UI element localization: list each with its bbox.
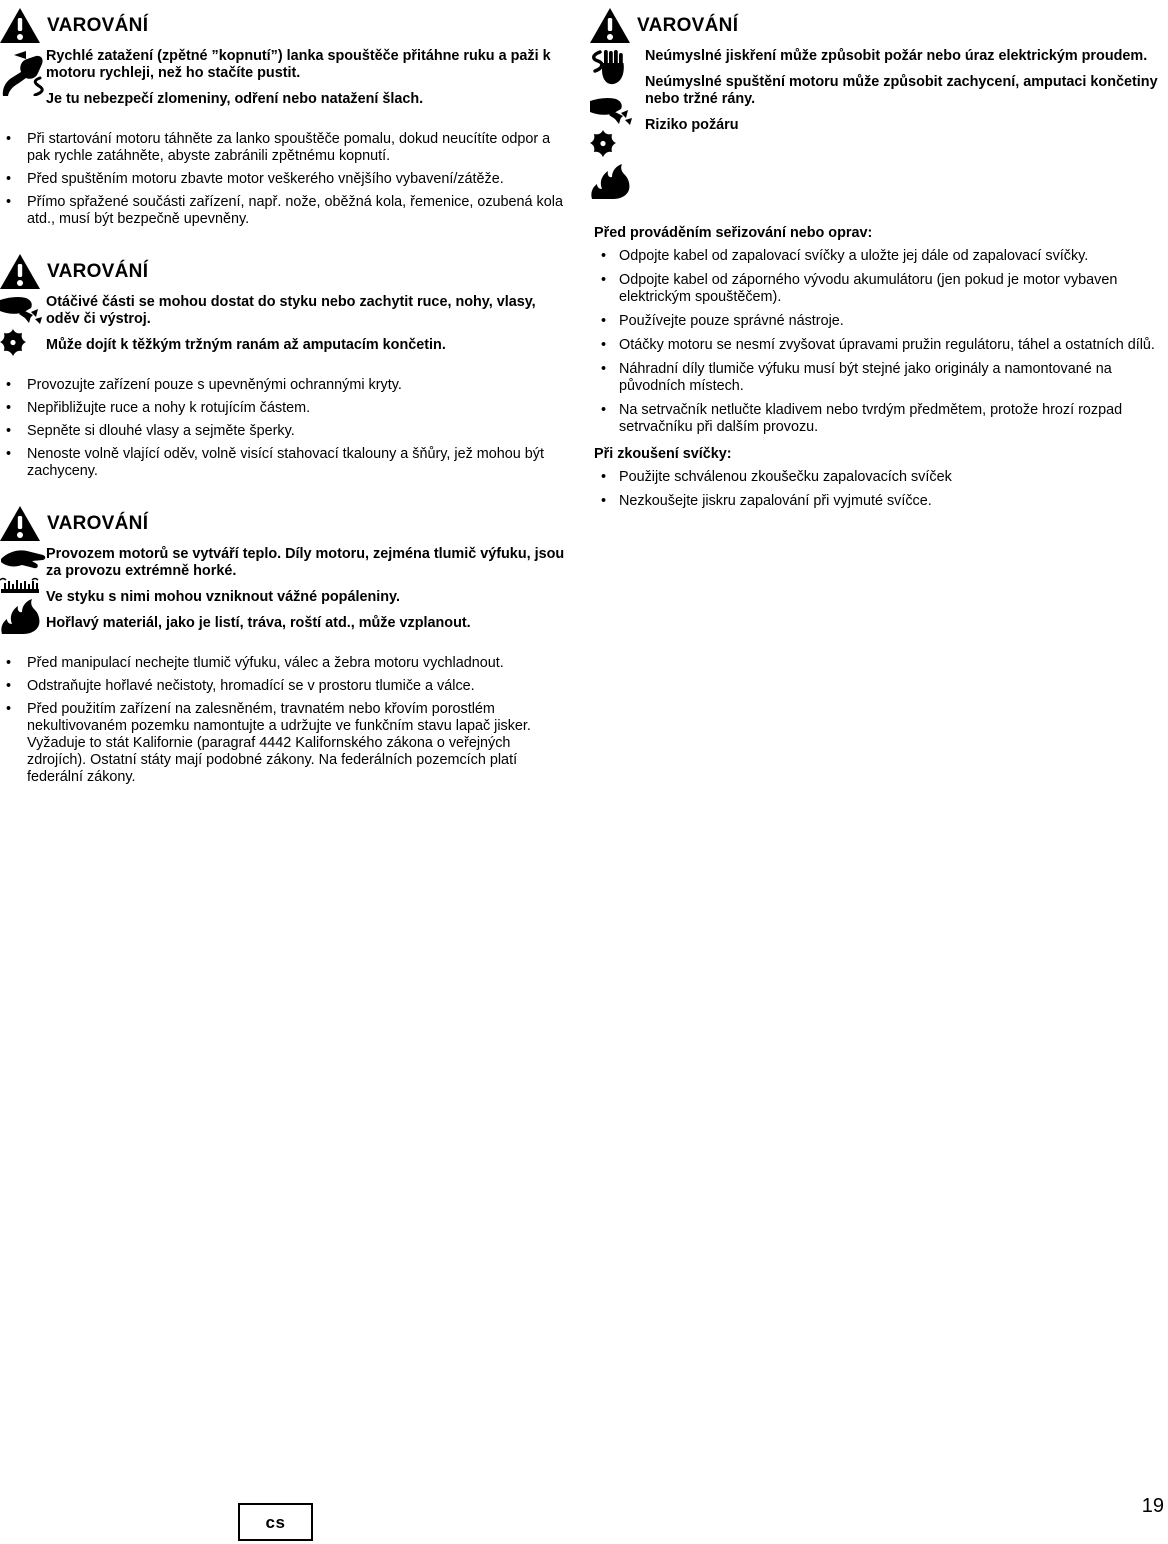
bullet-item — [0, 377, 566, 394]
bullet-text: Použijte schválenou zkoušečku zapalovacích svíček — [619, 469, 952, 485]
bullet-text: Přímo spřažené součásti zařízení, např. nože, oběžná kola, řemenice, ozubená kola atd., musí být bezpečně upevněny. — [27, 194, 563, 227]
bullet-list — [0, 655, 566, 786]
warning-title: VAROVÁNÍ — [47, 261, 149, 282]
warning-triangle-icon — [0, 506, 40, 541]
bullet-marker — [601, 361, 619, 395]
warning-statement: Neúmyslné spuštění motoru může způsobit zachycení, amputaci končetiny nebo tržné rány. — [645, 74, 1158, 107]
warning-header — [0, 506, 566, 541]
bullet-item — [590, 337, 1168, 354]
recoil-kickback-hand-icon — [0, 50, 44, 96]
bullet-item — [590, 313, 1168, 330]
warning-section-recoil — [0, 8, 566, 228]
bullet-marker — [601, 248, 619, 265]
subheading-before-service: Před prováděním seřizování nebo oprav: — [594, 225, 873, 241]
bullet-text: Před manipulací nechejte tlumič výfuku, válec a žebra motoru vychladnout. — [27, 655, 504, 671]
bullet-list — [0, 377, 566, 480]
bullet-marker — [6, 678, 27, 695]
bullet-item — [590, 469, 1168, 486]
bullet-item — [0, 678, 566, 695]
warning-statement: Může dojít k těžkým tržným ranám až amputacím končetin. — [46, 337, 446, 353]
bullet-item — [590, 402, 1168, 436]
bullet-text: Odstraňujte hořlavé nečistoty, hromadící se v prostoru tlumiče a válce. — [27, 678, 475, 694]
bullet-marker — [6, 194, 27, 228]
bullet-item — [590, 361, 1168, 395]
bullet-text: Nenoste volně vlající oděv, volně visící stahovací tkalouny a šňůry, jež mohou být zachyceny. — [27, 446, 544, 479]
warning-header — [590, 8, 1168, 43]
rotating-blade-icon — [590, 130, 616, 158]
bullet-marker — [6, 400, 27, 417]
electric-shock-hand-icon — [590, 50, 626, 92]
bullet-item — [590, 248, 1168, 265]
bullet-marker — [601, 313, 619, 330]
page-number: 19 — [1141, 1495, 1164, 1517]
warning-statement: Je tu nebezpečí zlomeniny, odření nebo natažení šlach. — [46, 91, 424, 107]
bullet-text: Nepřibližujte ruce a nohy k rotujícím částem. — [27, 400, 311, 416]
hot-fins-icon — [0, 577, 40, 593]
warning-section-hot-surfaces — [0, 506, 566, 786]
subheading-spark-test: Při zkoušení svíčky: — [594, 446, 732, 462]
bullet-text: Nezkoušejte jiskru zapalování při vyjmuté svíčce. — [619, 493, 932, 509]
bullet-list — [590, 469, 1168, 510]
warning-statement: Hořlavý materiál, jako je listí, tráva, roští atd., může vzplanout. — [46, 615, 471, 631]
warning-section-accidental-start — [590, 8, 1168, 199]
rotating-blade-icon — [0, 329, 26, 357]
flame-icon — [590, 163, 630, 199]
bullet-item — [0, 701, 566, 786]
warning-statement: Neúmyslné jiskření může způsobit požár nebo úraz elektrickým proudem. — [645, 48, 1148, 64]
hot-surface-hand-icon — [0, 548, 46, 572]
warning-statement: Provozem motorů se vytváří teplo. Díly motoru, zejména tlumič výfuku, jsou za provozu extrémně horké. — [46, 546, 565, 579]
warning-statement: Riziko požáru — [645, 117, 739, 133]
warning-statement: Ve styku s nimi mohou vzniknout vážné popáleniny. — [46, 589, 400, 605]
warning-statement: Otáčivé části se mohou dostat do styku nebo zachytit ruce, nohy, vlasy, oděv či výstroj. — [46, 294, 536, 327]
bullet-item — [590, 493, 1168, 510]
warning-header — [0, 254, 566, 289]
warning-statement: Rychlé zatažení (zpětné ”kopnutí”) lanka spouštěče přitáhne ruku a paži k motoru rychleji, než ho stačíte pustit. — [46, 48, 551, 81]
bullet-text: Sepněte si dlouhé vlasy a sejměte šperky. — [27, 423, 295, 439]
warning-triangle-icon — [590, 8, 630, 43]
bullet-item — [590, 272, 1168, 306]
bullet-item — [0, 423, 566, 440]
warning-triangle-icon — [0, 8, 40, 43]
bullet-item — [0, 400, 566, 417]
bullet-marker — [6, 655, 27, 672]
bullet-item — [0, 194, 566, 228]
bullet-text: Na setrvačník netlučte kladivem nebo tvrdým předmětem, protože hrozí rozpad setrvačníku při dalším provozu. — [619, 402, 1123, 435]
bullet-text: Před použitím zařízení na zalesněném, travnatém nebo křovím porostlém nekultivovaném pozemku namontujte a udržujte ve funkčním stavu lapač jisker. Vyžaduje to stát Kalifornie (paragraf 4442 Kalifornského zákona o veřejných zdrojích). Ostatní státy mají podobné zákony. Na federálních pozemcích platí federální zákony. — [27, 701, 531, 785]
bullet-item — [0, 131, 566, 165]
hand-cut-hazard-icon — [0, 296, 42, 324]
warning-title: VAROVÁNÍ — [47, 15, 149, 36]
bullet-item — [0, 171, 566, 188]
bullet-marker — [6, 701, 27, 786]
bullet-text: Před spuštěním motoru zbavte motor veškerého vnějšího vybavení/zátěže. — [27, 171, 504, 187]
language-code: cs — [265, 1512, 286, 1532]
bullet-text: Při startování motoru táhněte za lanko spouštěče pomalu, dokud neucítíte odpor a pak rychle zatáhněte, abyste zabránili zpětnému kopnutí. — [27, 131, 551, 164]
bullet-marker — [601, 469, 619, 486]
bullet-text: Používejte pouze správné nástroje. — [619, 313, 844, 329]
warning-header — [0, 8, 566, 43]
bullet-marker — [6, 377, 27, 394]
bullet-list — [0, 131, 566, 228]
bullet-marker — [601, 272, 619, 306]
bullet-marker — [601, 493, 619, 510]
bullet-text: Náhradní díly tlumiče výfuku musí být stejné jako originály a namontované na původních místech. — [619, 361, 1112, 394]
bullet-marker — [6, 131, 27, 165]
hand-cut-hazard-icon — [590, 97, 632, 125]
warning-triangle-icon — [0, 254, 40, 289]
bullet-item — [0, 446, 566, 480]
bullet-text: Otáčky motoru se nesmí zvyšovat úpravami pružin regulátoru, táhel a ostatních dílů. — [619, 337, 1155, 353]
right-column — [590, 8, 1168, 517]
bullet-text: Odpojte kabel od zapalovací svíčky a uložte jej dále od zapalovací svíčky. — [619, 248, 1089, 264]
bullet-text: Provozujte zařízení pouze s upevněnými ochrannými kryty. — [27, 377, 402, 393]
bullet-text: Odpojte kabel od záporného vývodu akumulátoru (jen pokud je motor vybaven elektrickým spouštěčem). — [619, 272, 1118, 305]
bullet-item — [0, 655, 566, 672]
bullet-marker — [601, 402, 619, 436]
bullet-marker — [6, 446, 27, 480]
warning-section-rotating-parts — [0, 254, 566, 480]
bullet-marker — [6, 423, 27, 440]
left-column — [0, 8, 566, 812]
bullet-list — [590, 248, 1168, 436]
bullet-marker — [6, 171, 27, 188]
warning-title: VAROVÁNÍ — [637, 15, 739, 36]
language-code-box — [238, 1503, 313, 1541]
warning-title: VAROVÁNÍ — [47, 513, 149, 534]
flame-icon — [0, 598, 40, 634]
bullet-marker — [601, 337, 619, 354]
